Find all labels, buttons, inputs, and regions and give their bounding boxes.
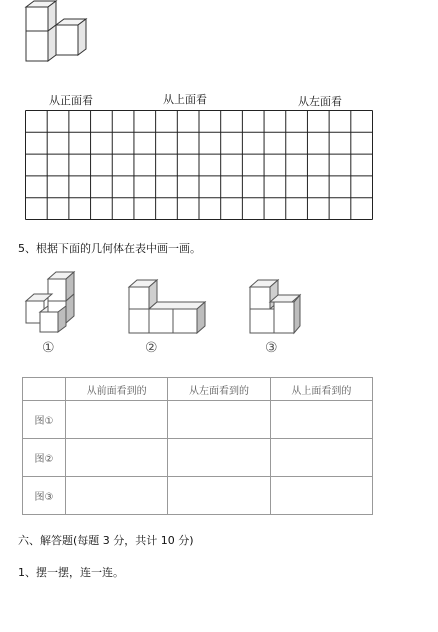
row-label-2: 图② bbox=[23, 439, 66, 477]
cube-solid-1-icon bbox=[24, 270, 80, 336]
table-header-top: 从上面看到的 bbox=[270, 378, 372, 401]
table-header-front: 从前面看到的 bbox=[66, 378, 168, 401]
answer-cell[interactable] bbox=[168, 439, 270, 477]
question-1-text: 1、摆一摆，连一连。 bbox=[18, 566, 124, 579]
views-table bbox=[22, 377, 373, 515]
view-label-front: 从正面看 bbox=[49, 94, 93, 107]
answer-cell[interactable] bbox=[270, 439, 372, 477]
answer-cell[interactable] bbox=[168, 401, 270, 439]
stacked-cubes-icon bbox=[20, 0, 92, 66]
drawing-grid bbox=[25, 110, 373, 220]
section-6-heading: 六、解答题(每题 3 分，共计 10 分) bbox=[18, 534, 194, 547]
answer-cell[interactable] bbox=[168, 477, 270, 515]
table-header-left: 从左面看到的 bbox=[168, 378, 270, 401]
cube-solid-3-icon bbox=[248, 278, 304, 336]
table-row bbox=[23, 439, 373, 477]
answer-cell[interactable] bbox=[270, 477, 372, 515]
solid-3-label: ③ bbox=[265, 340, 278, 356]
view-label-top: 从上面看 bbox=[163, 93, 207, 106]
solid-1-label: ① bbox=[42, 340, 55, 356]
answer-cell[interactable] bbox=[66, 439, 168, 477]
answer-cell[interactable] bbox=[270, 401, 372, 439]
answer-cell[interactable] bbox=[66, 401, 168, 439]
view-label-left: 从左面看 bbox=[298, 95, 342, 108]
table-header-corner bbox=[23, 378, 66, 401]
table-row bbox=[23, 401, 373, 439]
answer-cell[interactable] bbox=[66, 477, 168, 515]
question-5-text: 5、根据下面的几何体在表中画一画。 bbox=[18, 242, 201, 255]
table-row bbox=[23, 477, 373, 515]
row-label-3: 图③ bbox=[23, 477, 66, 515]
solid-2-label: ② bbox=[145, 340, 158, 356]
cube-solid-2-icon bbox=[127, 278, 207, 336]
row-label-1: 图① bbox=[23, 401, 66, 439]
